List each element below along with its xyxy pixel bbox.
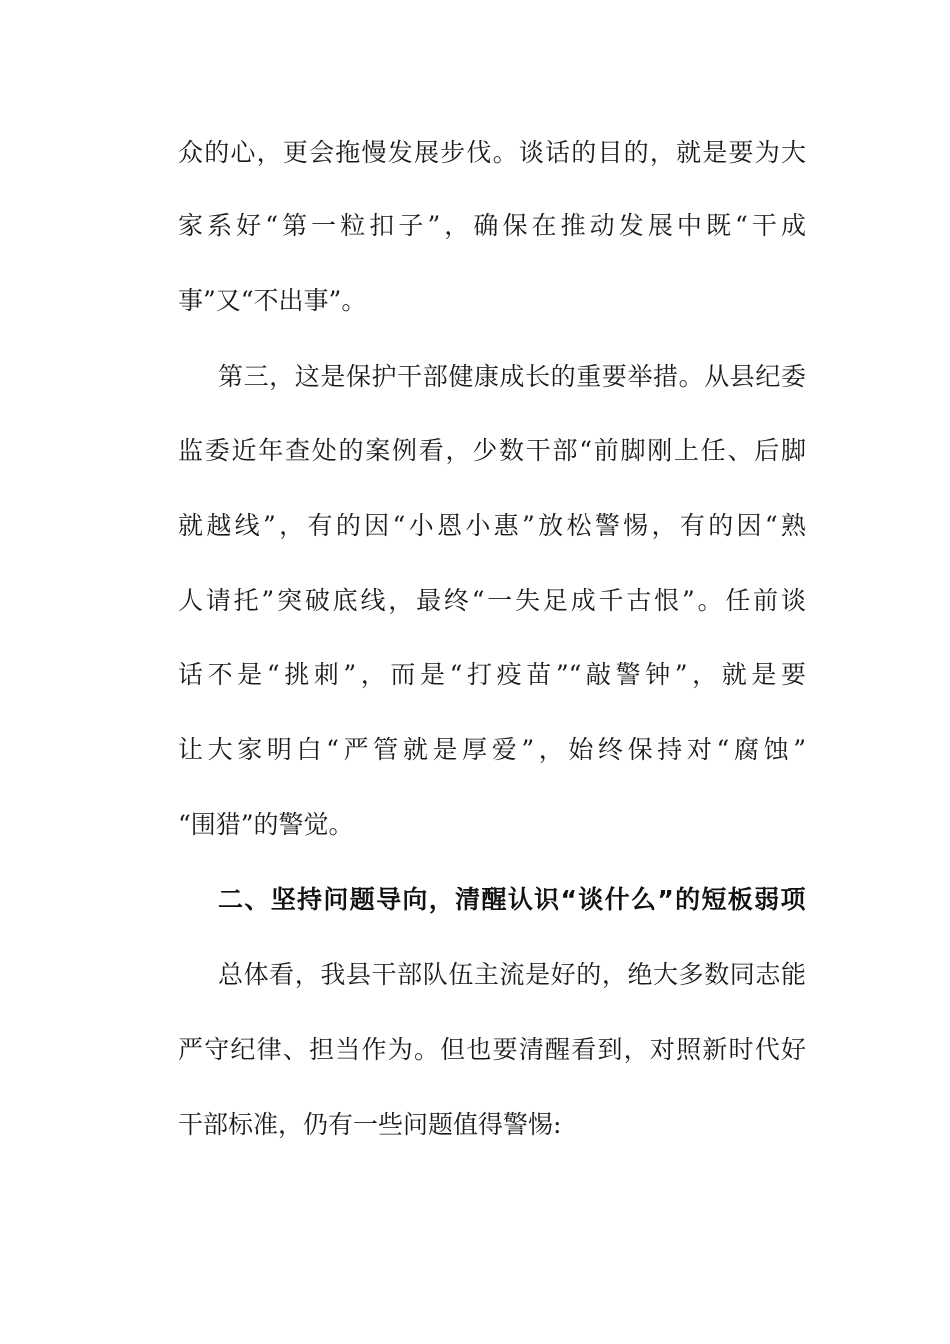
paragraph-1-line-2: 家系好“第一粒扣子”，确保在推动发展中既“干成 [178,211,806,240]
section-heading: 二、坚持问题导向，清醒认识“谈什么”的短板弱项 [218,885,806,914]
paragraph-1-line-1: 众的心，更会拖慢发展步伐。谈话的目的，就是要为大 [178,138,806,167]
paragraph-2-line-1: 第三，这是保护干部健康成长的重要举措。从县纪委 [218,362,806,391]
paragraph-2-line-5: 话不是“挑刺”，而是“打疫苗”“敲警钟”，就是要 [178,660,806,689]
paragraph-2-line-3: 就越线”，有的因“小恩小惠”放松警惕，有的因“熟 [178,511,806,540]
paragraph-1-line-3: 事”又“不出事”。 [178,286,367,315]
paragraph-2-line-4: 人请托”突破底线，最终“一失足成千古恨”。任前谈 [178,586,806,615]
paragraph-2-line-2: 监委近年查处的案例看，少数干部“前脚刚上任、后脚 [178,436,806,465]
paragraph-3-line-1: 总体看，我县干部队伍主流是好的，绝大多数同志能 [218,960,806,989]
paragraph-2-line-6: 让大家明白“严管就是厚爱”，始终保持对“腐蚀” [178,735,806,764]
paragraph-3-line-2: 严守纪律、担当作为。但也要清醒看到，对照新时代好 [178,1035,806,1064]
paragraph-2-line-7: “围猎”的警觉。 [178,810,354,839]
paragraph-3-line-3: 干部标准，仍有一些问题值得警惕: [178,1110,562,1139]
